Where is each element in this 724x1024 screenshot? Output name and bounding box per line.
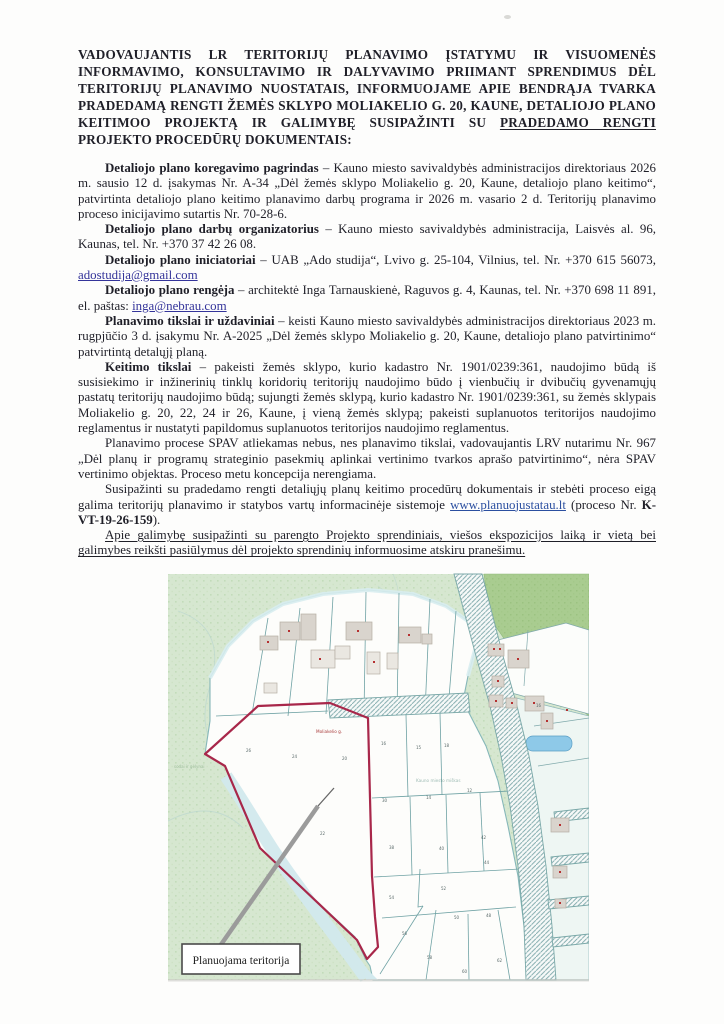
parcel-number: 60 [462,969,468,974]
parcel-number: 50 [454,915,460,920]
paragraph-keitimo-tikslai [78,360,656,436]
legend-box [182,944,300,974]
email-link-inga[interactable]: inga@nebrau.com [132,298,227,313]
parcel-number: 48 [486,913,492,918]
heading-text: VADOVAUJANTIS LR TERITORIJŲ PLANAVIMO ĮSTATYMU IR VISUOMENĖS INFORMAVIMO, KONSULTAVIMO IR DALYVAVIMO PRIIMANT SPRENDIMUS DĖL TERITORIJŲ PLANAVIMO NUOSTATAIS, INFORMUOJAME APIE BENDRĄJA TVARKA PRADEDAMĄ RENGTI ŽEMĖS SKLYPO MOLIAKELIO G. 20, KAUNE, DETALIOJO PLANO KEITIMOO PROJEKTĄ IR GALIMYBĘ SUSIPAŽINTI SU [78,47,656,130]
paragraph-lead: Detaliojo plano iniciatoriai [105,252,256,267]
parcel-number: 18 [444,743,450,748]
paragraph-text: – keisti Kauno miesto savivaldybės administracijos direktoriaus 2023 m. rugpjūčio 3 d. įsakymu Nr. A-2025 „Dėl žemės sklypo Moliakelio g. 20, Kaune, detaliojo plano patvirtinimo“ patvirtintą detalųjį planą. [78,313,656,359]
scan-shadow [168,979,589,982]
paragraph-koregavimo-pagrindas [78,161,656,222]
parcel-number: 30 [382,798,388,803]
email-link-adostudija[interactable]: adostudija@gmail.com [78,268,198,283]
parcel-number: 20 [342,756,348,761]
parcel-number: 38 [389,845,395,850]
paragraph-spav [78,436,656,482]
paragraph-lead: Detaliojo plano rengėja [105,283,235,298]
parcel-number: 15 [416,745,422,750]
parcel-number: 16 [536,703,542,708]
paragraph-text: – UAB „Ado studija“, Lvivo g. 25-104, Vilnius, tel. Nr. +370 615 56073, [255,252,656,267]
paragraph-lead: Keitimo tikslai [105,359,192,374]
parcel-number: 26 [246,748,252,753]
paragraph-text: – Kauno miesto savivaldybės administracijos direktoriaus 2026 m. sausio 12 d. įsakymas Nr. A-34 „Dėl žemės sklypo Moliakelio g. 20, Kaune, detaliojo plano keitimo“, patvirtinta detaliojo plano keitimo planavimo darbų programa ir 2026 m. vasario 2 d. Teritorijų planavimo proceso inicijavimo sutartis Nr. 70-28-6. [78,161,656,221]
paragraph-text: (proceso Nr. [565,497,642,512]
paragraph-lead: Detaliojo plano darbų organizatorius [105,222,319,237]
heading-text-end: PROJEKTO PROCEDŪRŲ DOKUMENTAIS: [78,132,352,147]
paragraph-iniciatoriai [78,253,656,284]
paragraph-rengeja [78,283,656,314]
planuojustatau-link[interactable]: www.planuojustatau.lt [450,497,566,512]
parcel-number: 14 [426,795,432,800]
parcel-number: 62 [497,958,503,963]
street-label: Moliakelio g. [316,729,343,734]
paragraph-susipazinti [78,482,656,528]
parcel-number: 22 [320,831,326,836]
site-plan-svg [168,566,589,982]
pond [526,736,572,751]
paragraph-apie-galimybe [78,528,656,559]
paragraph-lead: Planavimo tikslai ir uždaviniai [105,313,275,328]
parcel-number: 56 [402,931,408,936]
paragraph-text: – architektė Inga Tarnauskienė, Raguvos g. 4, Kaunas, tel. Nr. +370 698 11 891, el. paštas: [78,283,656,313]
parcel-number: 42 [481,835,487,840]
heading-underlined-text: PRADEDAMO RENGTI [499,115,657,130]
paragraph-text: Planavimo procese SPAV atliekamas nebus, nes planavimo tikslai, vadovaujantis LRV nutarimu Nr. 967 „Dėl planų ir programų strateginio pasekmių aplinkai vertinimo tvarkos aprašo patvirtinimo“, nėra SPAV vertinimo objektas. Proceso metu koncepcija nerengiama. [78,436,656,481]
area-label-left: sodai ir gėlynai [174,764,205,769]
document-heading [78,46,656,148]
parcel-number: 40 [439,846,445,851]
parcel-number: 24 [292,754,298,759]
paragraph-text: Apie galimybę susipažinti su parengto Projekto sprendiniais, viešos ekspozicijos laiką ir vietą bei galimybes reikšti pasiūlymus dėl projekto sprendinių informuosime atskiru pranešimu. [78,528,656,558]
parcel-number: 54 [389,895,395,900]
legend-label: Planuojama teritorija [192,955,290,967]
paragraph-planavimo-tikslai [78,314,656,360]
paragraph-text: ). [152,512,161,527]
document-text [78,46,656,559]
paragraph-darbu-organizatorius [78,222,656,253]
paragraph-text: Susipažinti su pradedamo rengti detaliųjų planų keitimo procedūrų dokumentais ir stebėti proceso eigą galima teritorijų planavimo ir statybos vartų informacinėje sistemoje [78,482,656,512]
parcel-number: 16 [381,741,387,746]
paragraph-text: – Kauno miesto savivaldybės administracija, Laisvės al. 96, Kaunas, tel. Nr. +370 37 42 26 08. [78,222,656,252]
parcel-number: 58 [427,955,433,960]
paragraph-text: – pakeisti žemės sklypo, kurio kadastro Nr. 1901/0239:361, naudojimo būdą iš susisiekimo ir inžinerinių tinklų koridorių teritorijų naudojimo būdo į vienbučių ir dvibučių gyvenamųjų pastatų teritorijų naudojimo būdą; sujungti žemės sklypą, kurio kadastro Nr. 1901/0239:361, su žemės sklypais Moliakelio g. 20, 22, 24 ir 26, Kaune, į vieną žemės sklypą; pakeisti suplanuotos teritorijos naudojimo reglamentus ir nustatyti papildomus suplanuotos teritorijos naudojimo reglamentus. [78,359,657,436]
proceso-nr: K-VT-19-26-159 [78,497,656,527]
parcel-number: 44 [484,860,490,865]
paragraph-lead: Detaliojo plano koregavimo pagrindas [105,161,319,175]
parcel-number: 52 [441,886,447,891]
forest-label: Kauno miesto miškas [416,778,461,783]
parcel-number: 12 [467,788,473,793]
site-plan-map [168,566,589,982]
scan-artifact [504,15,511,19]
